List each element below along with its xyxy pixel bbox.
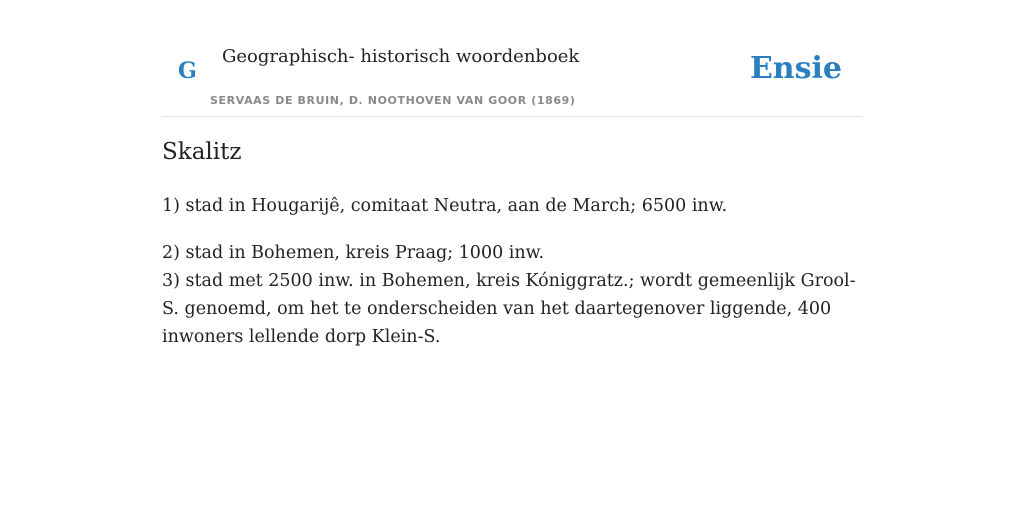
book-title-link[interactable]: Geographisch- historisch woordenboek — [222, 46, 580, 67]
definition-paragraph: 3) stad met 2500 inw. in Bohemen, kreis Kóniggratz.; wordt gemeenlijk Grool-S. genoemd, om het te onderscheiden van het daartegenover liggende, 400 inwoners lellende dorp Klein-S. — [162, 271, 856, 347]
entry-body — [162, 192, 862, 351]
book-authors: SERVAAS DE BRUIN, D. NOOTHOVEN VAN GOOR (1869) — [210, 94, 576, 107]
book-header — [162, 0, 862, 117]
definition-paragraph: 2) stad in Bohemen, kreis Praag; 1000 inw. — [162, 243, 545, 263]
definition-paragraph: 1) stad in Hougarijê, comitaat Neutra, aan de March; 6500 inw. — [162, 196, 728, 216]
page — [162, 0, 862, 347]
entry-title: Skalitz — [162, 139, 242, 165]
book-letter-logo[interactable]: G — [178, 58, 197, 84]
ensie-logo[interactable]: Ensie — [749, 51, 842, 86]
